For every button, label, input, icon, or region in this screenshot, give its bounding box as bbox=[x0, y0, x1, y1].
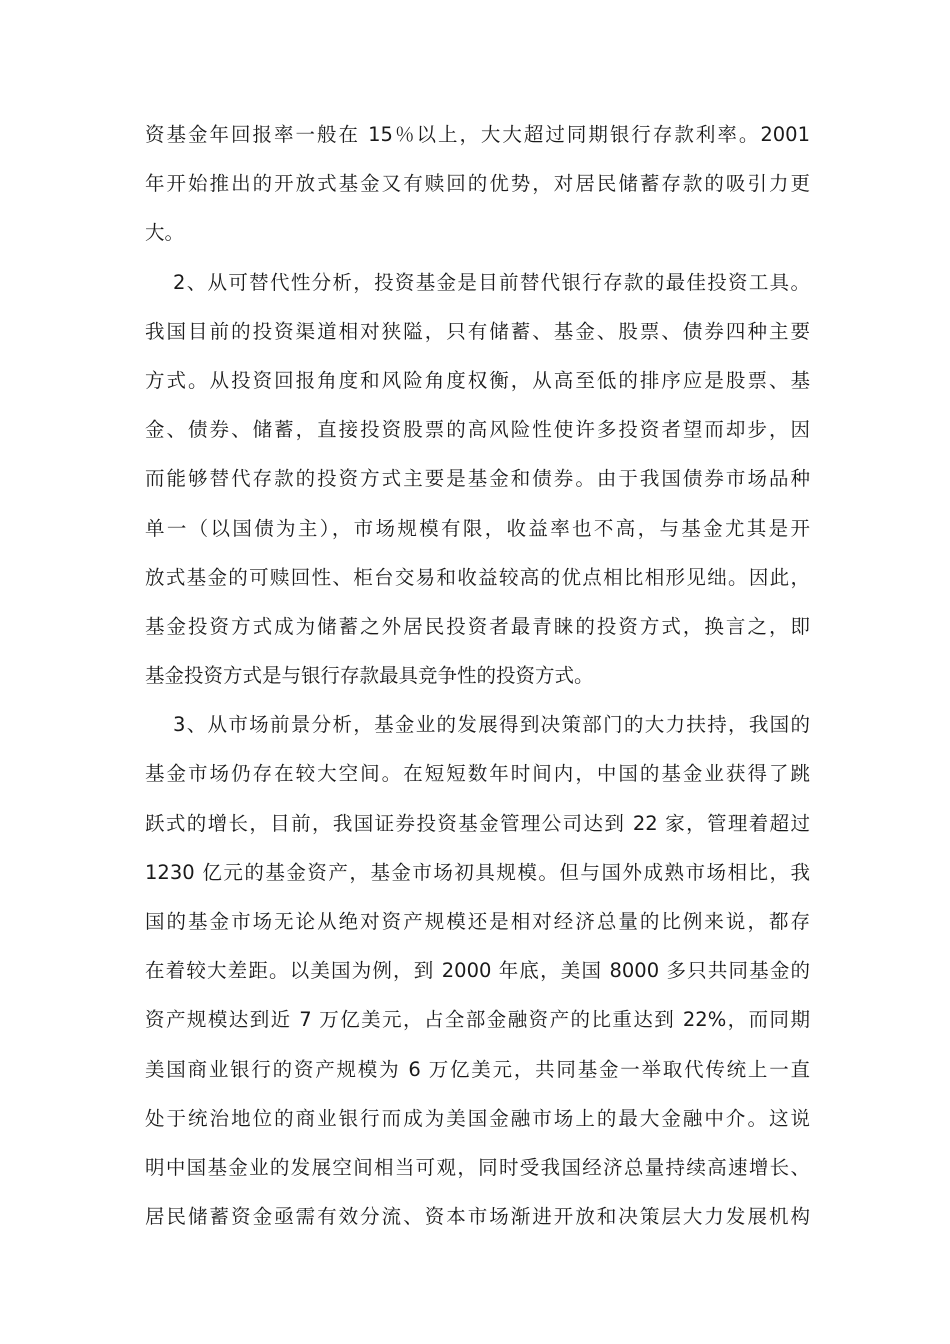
text-line: 方式。从投资回报角度和风险角度权衡，从高至低的排序应是股票、基 bbox=[145, 368, 810, 392]
text-line: 单一（以国债为主），市场规模有限，收益率也不高，与基金尤其是开 bbox=[145, 516, 810, 540]
text-line: 居民储蓄资金亟需有效分流、资本市场渐进开放和决策层大力发展机构 bbox=[145, 1205, 810, 1229]
text-line: 年开始推出的开放式基金又有赎回的优势，对居民储蓄存款的吸引力更 bbox=[145, 172, 810, 196]
text-line: 资基金年回报率一般在 15％以上，大大超过同期银行存款利率。2001 bbox=[145, 123, 810, 146]
text-line: 处于统治地位的商业银行而成为美国金融市场上的最大金融中介。这说 bbox=[145, 1106, 810, 1130]
text-line: 在着较大差距。以美国为例，到 2000 年底，美国 8000 多只共同基金的 bbox=[145, 959, 810, 983]
text-line: 3、从市场前景分析，基金业的发展得到决策部门的大力扶持，我国的 bbox=[173, 713, 810, 737]
text-line: 美国商业银行的资产规模为 6 万亿美元，共同基金一举取代传统上一直 bbox=[145, 1057, 810, 1081]
paragraph-2 bbox=[145, 258, 810, 701]
paragraph-3 bbox=[145, 700, 810, 1241]
text-line: 我国目前的投资渠道相对狭隘，只有储蓄、基金、股票、债券四种主要 bbox=[145, 319, 810, 343]
text-line: 放式基金的可赎回性、柜台交易和收益较高的优点相比相形见绌。因此， bbox=[145, 565, 810, 589]
text-line: 明中国基金业的发展空间相当可观，同时受我国经济总量持续高速增长、 bbox=[145, 1155, 810, 1179]
text-line: 金、债券、储蓄，直接投资股票的高风险性使许多投资者望而却步，因 bbox=[145, 418, 810, 442]
text-line: 基金市场仍存在较大空间。在短短数年时间内，中国的基金业获得了跳 bbox=[145, 762, 810, 786]
text-line: 而能够替代存款的投资方式主要是基金和债券。由于我国债券市场品种 bbox=[145, 467, 810, 491]
text-line: 跃式的增长，目前，我国证券投资基金管理公司达到 22 家，管理着超过 bbox=[145, 811, 810, 835]
text-line: 基金投资方式成为储蓄之外居民投资者最青睐的投资方式，换言之，即 bbox=[145, 614, 810, 638]
paragraph-1 bbox=[145, 110, 810, 258]
document-body bbox=[145, 110, 810, 1241]
text-line: 1230 亿元的基金资产，基金市场初具规模。但与国外成熟市场相比，我 bbox=[145, 860, 810, 884]
text-line: 基金投资方式是与银行存款最具竞争性的投资方式。 bbox=[145, 664, 594, 688]
text-line: 资产规模达到近 7 万亿美元，占全部金融资产的比重达到 22%，而同期 bbox=[145, 1008, 810, 1032]
text-line: 国的基金市场无论从绝对资产规模还是相对经济总量的比例来说，都存 bbox=[145, 910, 810, 933]
text-line: 大。 bbox=[145, 221, 185, 245]
text-line: 2、从可替代性分析，投资基金是目前替代银行存款的最佳投资工具。 bbox=[173, 270, 810, 294]
